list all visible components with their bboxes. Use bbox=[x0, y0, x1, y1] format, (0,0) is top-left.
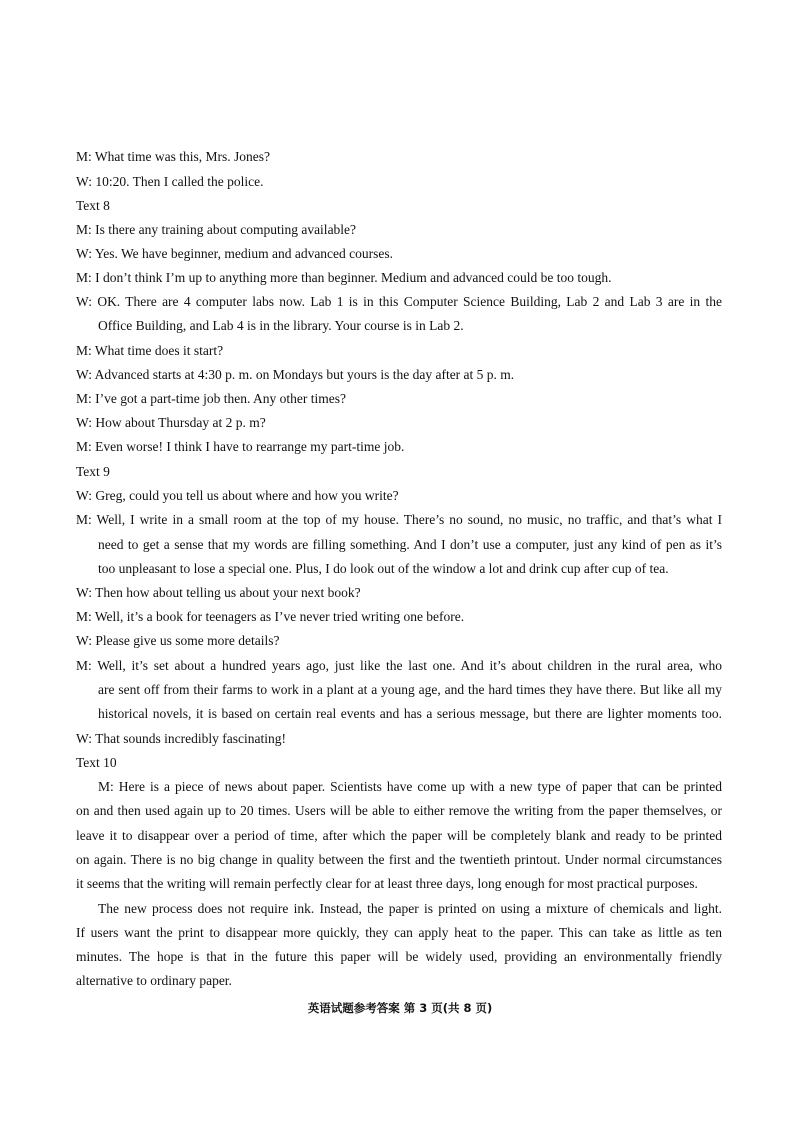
dialogue-continuation: Office Building, and Lab 4 is in the library. Your course is in Lab 2. bbox=[98, 318, 464, 333]
dialogue-continuation: too unpleasant to lose a special one. Plus, I do look out of the window a lot and drink cup after cup of tea. bbox=[98, 561, 669, 576]
dialogue-continuation: historical novels, it is based on certain real events and has a serious message, but there are lighter moments too. bbox=[98, 706, 722, 721]
monologue-line: it seems that the writing will remain perfectly clear for at least three days, long enough for most practical purposes. bbox=[76, 876, 698, 891]
section-heading: Text 8 bbox=[76, 198, 110, 213]
page-footer: 英语试题参考答案 第 3 页(共 8 页) bbox=[307, 1001, 493, 1015]
section-heading: Text 9 bbox=[76, 464, 110, 479]
monologue-line: minutes. The hope is that in the future this paper will be widely used, providing an environmentally friendly bbox=[76, 949, 722, 964]
dialogue-line: M: Even worse! I think I have to rearrange my part-time job. bbox=[76, 439, 405, 454]
dialogue-line: M: Is there any training about computing available? bbox=[76, 222, 357, 237]
dialogue-line: W: Then how about telling us about your next book? bbox=[76, 585, 361, 600]
dialogue-line: M: Well, it’s set about a hundred years ago, just like the last one. And it’s about children in the rural area, who bbox=[76, 658, 722, 673]
dialogue-line: W: That sounds incredibly fascinating! bbox=[76, 731, 286, 746]
dialogue-continuation: need to get a sense that my words are filling something. And I don’t use a computer, just any kind of pen as it’s bbox=[98, 537, 722, 552]
dialogue-line: W: How about Thursday at 2 p. m? bbox=[76, 415, 266, 430]
dialogue-line: W: Advanced starts at 4:30 p. m. on Mondays but yours is the day after at 5 p. m. bbox=[76, 367, 515, 382]
dialogue-line: M: What time was this, Mrs. Jones? bbox=[76, 149, 270, 164]
dialogue-line: M: Well, I write in a small room at the top of my house. There’s no sound, no music, no traffic, and that’s what I bbox=[76, 512, 722, 527]
dialogue-line: W: Please give us some more details? bbox=[76, 633, 280, 648]
dialogue-line: W: Yes. We have beginner, medium and advanced courses. bbox=[76, 246, 394, 261]
dialogue-line: M: What time does it start? bbox=[76, 343, 224, 358]
section-heading: Text 10 bbox=[76, 755, 117, 770]
dialogue-continuation: are sent off from their farms to work in a plant at a young age, and the hard times they have there. But like all my bbox=[98, 682, 722, 697]
monologue-line: The new process does not require ink. Instead, the paper is printed on using a mixture of chemicals and light. bbox=[98, 901, 722, 916]
monologue-line: If users want the print to disappear more quickly, they can apply heat to the paper. This can take as little as ten bbox=[76, 925, 722, 940]
dialogue-line: M: I don’t think I’m up to anything more than beginner. Medium and advanced could be too tough. bbox=[76, 270, 612, 285]
dialogue-line: W: OK. There are 4 computer labs now. Lab 1 is in this Computer Science Building, Lab 2 and Lab 3 are in the bbox=[76, 294, 722, 309]
dialogue-line: M: I’ve got a part-time job then. Any other times? bbox=[76, 391, 346, 406]
monologue-line: on and then used again up to 20 times. Users will be able to either remove the writing from the paper themselves, or bbox=[76, 803, 722, 818]
monologue-line: leave it to disappear over a period of time, after which the paper will be completely blank and ready to be printed bbox=[76, 828, 722, 843]
dialogue-line: W: 10:20. Then I called the police. bbox=[76, 174, 264, 189]
monologue-line: M: Here is a piece of news about paper. Scientists have come up with a new type of paper that can be printed bbox=[98, 779, 722, 794]
dialogue-line: M: Well, it’s a book for teenagers as I’ve never tried writing one before. bbox=[76, 609, 465, 624]
dialogue-line: W: Greg, could you tell us about where and how you write? bbox=[76, 488, 399, 503]
monologue-line: on again. There is no big change in quality between the first and the twentieth printout. Under normal circumstances bbox=[76, 852, 722, 867]
monologue-line: alternative to ordinary paper. bbox=[76, 973, 232, 988]
